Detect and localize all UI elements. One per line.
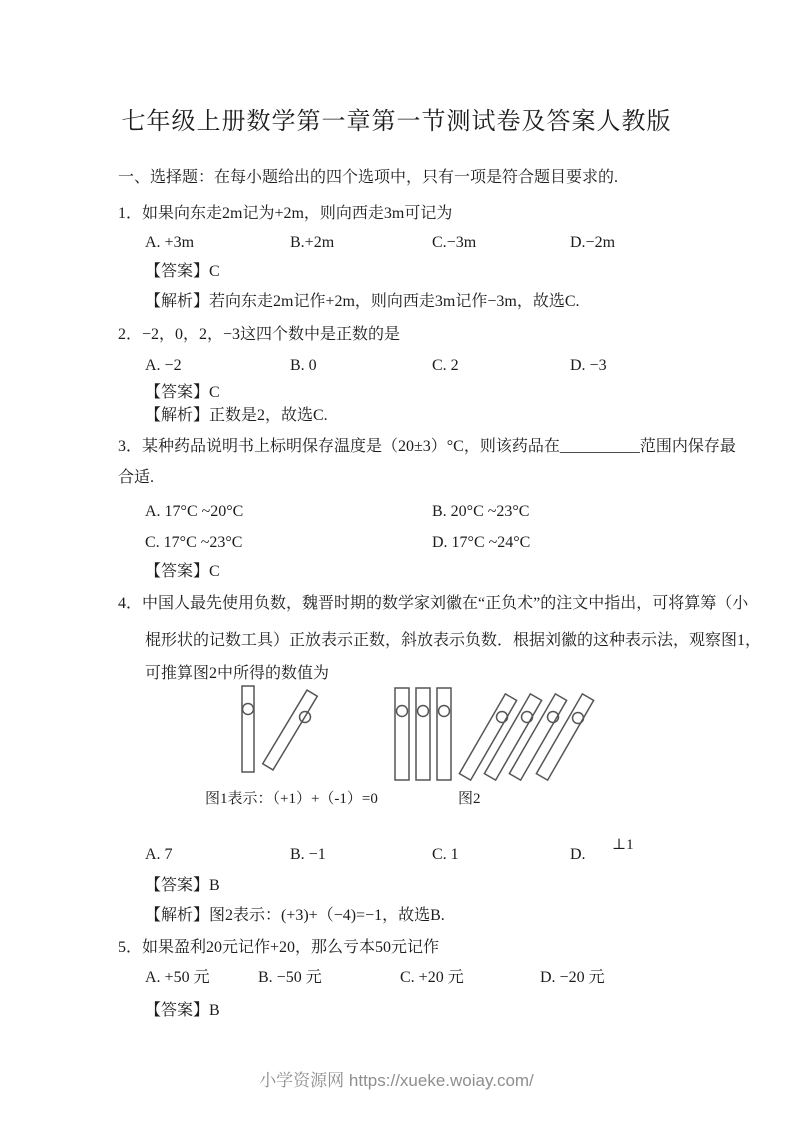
fig2-vertical-rod-1 [395, 688, 409, 780]
q3-text-line1: 3．某种药品说明书上标明保存温度是（20±3）°C，则该药品在__________范围内保存最 [118, 438, 736, 455]
q2-option-b: B. 0 [290, 357, 317, 374]
q5-text: 5．如果盈利20元记作+20，那么亏本50元记作 [118, 939, 440, 956]
q5-option-a: A. +50 元 [145, 969, 210, 986]
q1-text: 1．如果向东走2m记为+2m，则向西走3m可记为 [118, 205, 453, 222]
q2-option-a: A. −2 [145, 357, 182, 374]
q4-option-d: D. [570, 846, 586, 863]
q4-option-c: C. 1 [432, 846, 459, 863]
q3-text-line2: 合适. [118, 469, 155, 486]
q1-option-d: D.−2m [570, 234, 616, 251]
q2-analysis: 【解析】正数是2，故选C. [145, 407, 328, 424]
q3-option-a: A. 17°C ~20°C [145, 503, 244, 520]
fig1-caption: 图1表示：（+1）+（-1）=0 [205, 791, 378, 807]
fig1-vertical-rod [242, 686, 254, 772]
q3-option-b: B. 20°C ~23°C [432, 503, 530, 520]
q1-option-c: C.−3m [432, 234, 477, 251]
q5-option-b: B. −50 元 [258, 969, 322, 986]
q4-text-line1: 4．中国人最先使用负数，魏晋时期的数学家刘徽在“正负术”的注文中指出，可将算筹（小 [118, 595, 749, 612]
q5-option-d: D. −20 元 [540, 969, 605, 986]
q3-option-d: D. 17°C ~24°C [432, 534, 531, 551]
q4-analysis: 【解析】图2表示：(+3)+（−4)=−1，故选B. [145, 907, 445, 924]
q1-option-b: B.+2m [290, 234, 335, 251]
q2-text: 2．−2，0，2，−3这四个数中是正数的是 [118, 326, 401, 343]
counting-rods-figure [230, 680, 600, 788]
fig2-caption: 图2 [458, 791, 481, 807]
q2-option-d: D. −3 [570, 357, 607, 374]
q4-text-line3: 可推算图2中所得的数值为 [145, 665, 330, 682]
footer-site-link: 小学资源网 https://xueke.woiay.com/ [259, 1071, 534, 1090]
q3-option-c: C. 17°C ~23°C [145, 534, 243, 551]
q5-answer: 【答案】B [145, 1002, 220, 1019]
q3-answer: 【答案】C [145, 563, 220, 580]
q4-option-a: A. 7 [145, 846, 173, 863]
section-heading: 一、选择题：在每小题给出的四个选项中，只有一项是符合题目要求的. [118, 169, 619, 186]
q4-option-d-value: ⊥1 [612, 837, 634, 853]
q1-analysis: 【解析】若向东走2m记作+2m，则向西走3m记作−3m，故选C. [145, 293, 580, 310]
fig2-vertical-rod-2 [416, 688, 430, 780]
fig1-slanted-rod [263, 690, 318, 770]
q2-answer: 【答案】C [145, 384, 220, 401]
q4-text-line2: 棍形状的记数工具）正放表示正数，斜放表示负数．根据刘徽的这种表示法，观察图1， [145, 632, 762, 649]
q4-answer: 【答案】B [145, 877, 220, 894]
fig2-vertical-rod-3 [437, 688, 451, 780]
q2-option-c: C. 2 [432, 357, 459, 374]
q5-option-c: C. +20 元 [400, 969, 464, 986]
q1-answer: 【答案】C [145, 263, 220, 280]
page-title: 七年级上册数学第一章第一节测试卷及答案人教版 [121, 109, 672, 135]
q1-option-a: A. +3m [145, 234, 195, 251]
q4-option-b: B. −1 [290, 846, 326, 863]
